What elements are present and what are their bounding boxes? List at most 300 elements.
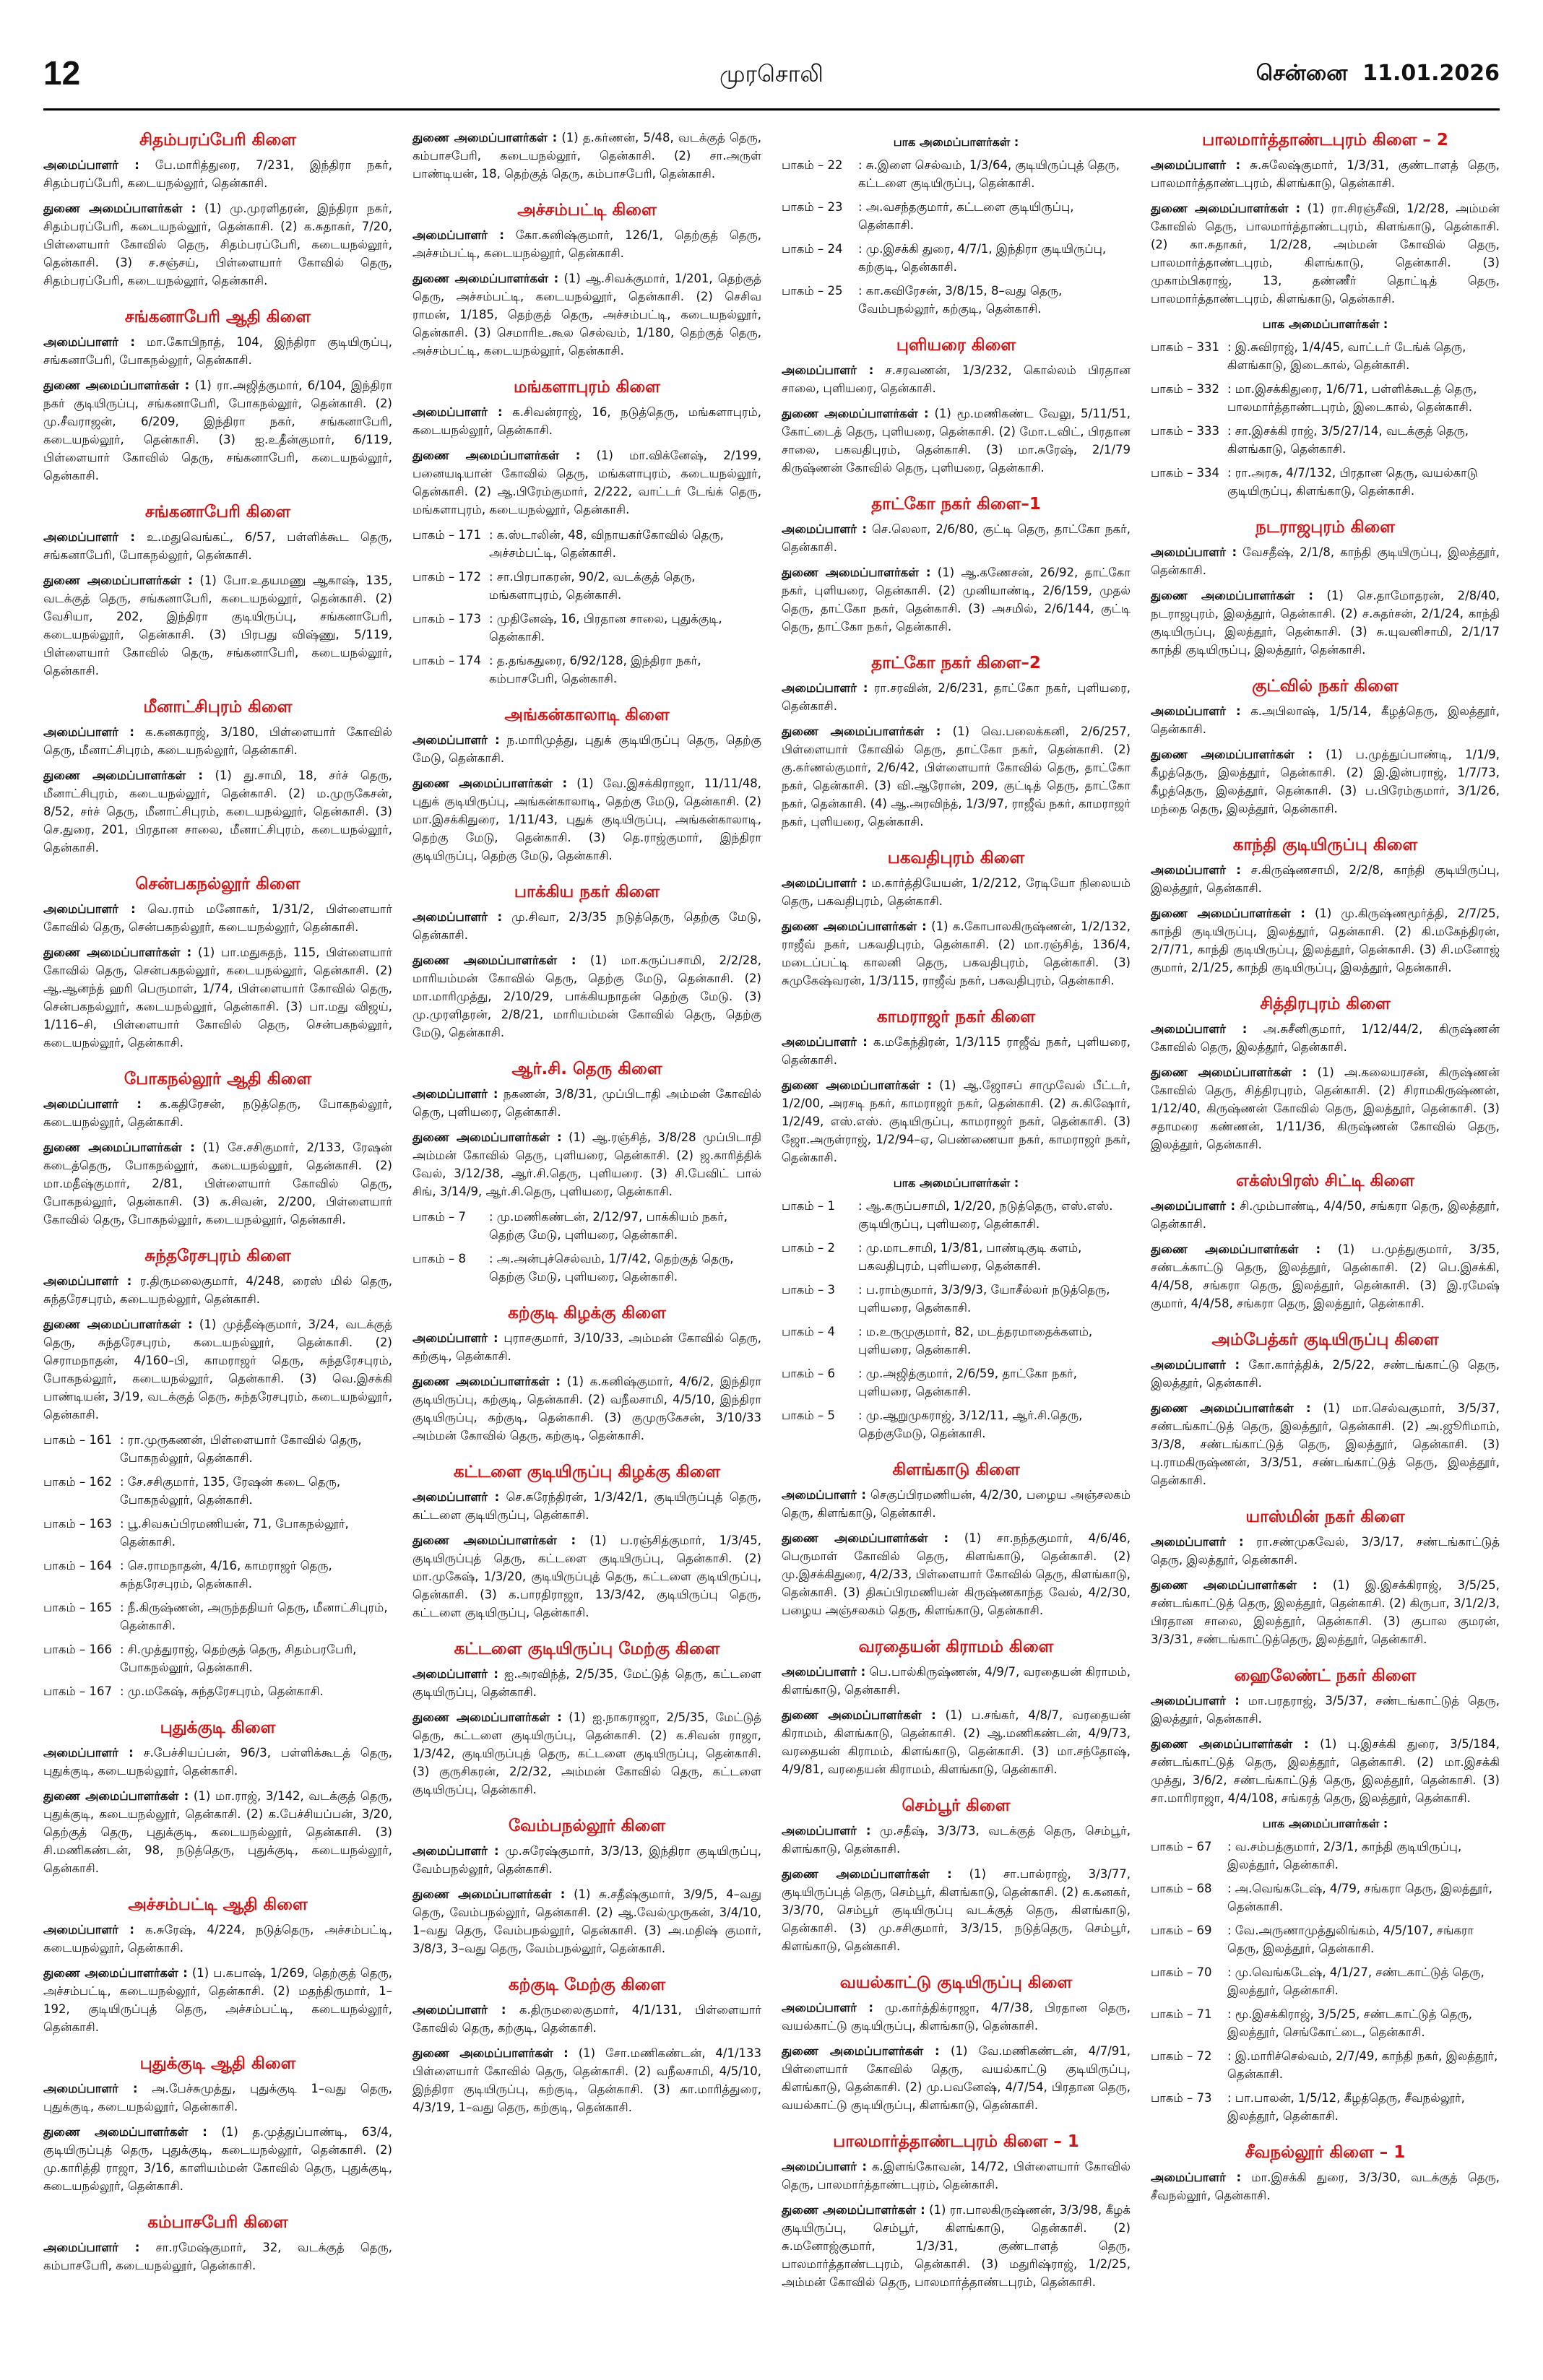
branch-title: கற்குடி மேற்கு கிளை: [508, 1976, 666, 1994]
branch-section: [43, 1245, 392, 1700]
organizer-label: அமைப்பாளர் :: [782, 363, 874, 377]
branch-section: [782, 1635, 1131, 1778]
ward-text: : மா.இசக்கிதுரை, 1/6/71, பள்ளிக்கூடத் தெரு, பாலமார்த்தாண்டபுரம், இடைகால், தென்காசி.: [1227, 382, 1477, 414]
branch-section: [1151, 1505, 1500, 1648]
deputy-text: (1) சா.நந்தகுமார், 4/6/46, பெருமாள் கோவில் தெரு, கிளங்காடு, தென்காசி. (2) மு.இசக்கிதுரை, 4/2/33, பிள்ளையார் கோவில் தெரு, கிளங்காடு, தென்காசி. (3) திசுப்பிரமணியன் கிருஷ்ணகாந்த வேல், 4/2/30, பழைய அஞ்சலகம் தெரு, கிளங்காடு, தென்காசி.: [782, 1531, 1131, 1617]
ward-number: பாகம் – 161: [43, 1433, 112, 1447]
ward-row: [782, 1281, 1131, 1317]
deputy-label: துணை அமைப்பாளர்கள் :: [412, 272, 559, 285]
ward-number: பாகம் – 7: [412, 1210, 466, 1224]
organizer-text: செகுப்பிரமணியன், 4/2/30, பழைய அஞ்சலகம் தெரு, கிளங்காடு, தென்காசி.: [782, 1488, 1131, 1520]
ward-text: : வே.அருணாமுத்துலிங்கம், 4/5/107, சங்கரா தெரு, இலத்தூர், தென்காசி.: [1227, 1924, 1474, 1955]
branch-title: வயல்காட்டு குடியிருப்பு கிளை: [839, 1973, 1073, 1992]
ward-number: பாகம் – 165: [43, 1601, 112, 1614]
branch-title: யாஸ்மின் நகர் கிளை: [1245, 1507, 1405, 1526]
deputy-label: துணை அமைப்பாளர்கள் :: [43, 945, 192, 959]
organizer-text: க.திருமலைகுமார், 4/1/131, பிள்ளையார் கோவில் தெரு, கற்குடி, தென்காசி.: [412, 2003, 761, 2035]
deputy-entry: [43, 199, 392, 290]
deputy-entry: [782, 404, 1131, 477]
ward-text: : முதினேஷ், 16, பிரதான சாலை, புதுக்குடி, தென்காசி.: [489, 612, 722, 644]
organizer-entry: [412, 226, 761, 262]
deputy-label: துணை அமைப்பாளர்கள் :: [782, 566, 931, 579]
branch-section: [1151, 1328, 1500, 1489]
branch-section: [43, 306, 392, 485]
organizer-entry: [43, 723, 392, 759]
organizer-entry: [1151, 1020, 1500, 1056]
organizer-entry: [782, 874, 1131, 910]
deputy-text: (1) சே.சசிகுமார், 2/133, ரேஷன் கடைத்தெரு, போகநல்லூர், கடையநல்லூர், தென்காசி. (2) மா.மதீஷ்குமார், 2/81, பிள்ளையார் கோவில் தெரு, போகநல்லூர், தென்காசி. (3) க.சிவன், 2/200, பிள்ளையார் கோவில் தெரு, போகநல்லூர், கடையநல்லூர், தென்காசி.: [43, 1141, 392, 1226]
deputy-label: துணை அமைப்பாளர்கள் :: [782, 919, 927, 933]
deputy-label: துணை அமைப்பாளர்கள் :: [1151, 1737, 1309, 1751]
branch-title: அங்கன்காலாடி கிளை: [504, 706, 670, 724]
deputy-text: (1) மா.ராஜ், 3/142, வடக்குத் தெரு, புதுக்குடி, கடையநல்லூர், தென்காசி. (2) க.பேச்சியப்பன், 3/20, தெற்குத் தெரு, புதுக்குடி, கடையநல்லூர், தென்காசி. (3) சி.மணிகண்டன், 98, நடுத்தெரு, புதுக்குடி, கடையநல்லூர், தென்காசி.: [43, 1789, 392, 1875]
ward-text: : கா.கவிரேசன், 3/8/15, 8–வது தெரு, வேம்பநல்லூர், கற்குடி, தென்காசி.: [858, 284, 1063, 316]
branch-section: [782, 1971, 1131, 2114]
ward-text: : மு.இசக்கி துரை, 4/7/1, இந்திரா குடியிருப்பு, கற்குடி, தென்காசி.: [858, 242, 1107, 274]
organizer-label: அமைப்பாளர் :: [412, 228, 504, 242]
ward-number: பாகம் – 24: [782, 242, 843, 256]
deputy-entry: [1151, 904, 1500, 977]
ward-text: : மூ.இசக்கிராஜ், 3/5/25, சண்டகாட்டுத் தெரு, இலத்தூர், செங்கோட்டை, தென்காசி.: [1227, 2007, 1472, 2039]
deputy-entry: [782, 2042, 1131, 2114]
deputy-entry: [412, 446, 761, 519]
ward-row: [782, 282, 1131, 318]
deputy-text: (1) மா.கருப்பசாமி, 2/2/28, மாரியம்மன் கோவில் தெரு, தெற்கு மேடு, தென்காசி. (2) மா.மாரிமுத்து, 2/10/29, பாக்கியநாதன் தெற்கு மேடு. (3) மு.முரளிதரன், 2/8/21, மாரியம்மன் கோவில் தெரு, தெற்கு மேடு, தென்காசி.: [412, 953, 761, 1039]
ward-text: : மு.மாடசாமி, 1/3/81, பாண்டிகுடி களம், பகவதிபுரம், புளியரை, தென்காசி.: [858, 1241, 1082, 1273]
ward-row: [782, 1364, 1131, 1401]
organizer-text: மு.சுரேஷ்குமார், 3/3/13, இந்திரா குடியிருப்பு, வேம்பநல்லூர், தென்காசி.: [412, 1844, 761, 1876]
branch-title: சித்திரபுரம் கிளை: [1260, 995, 1391, 1013]
branch-section: [1151, 1169, 1500, 1312]
column-3: [782, 129, 1131, 2360]
branch-section: [412, 1814, 761, 1957]
organizer-entry: [412, 1488, 761, 1524]
deputy-text: (1) மு.முரளிதரன், இந்திரா நகர், சிதம்பரப்பேரி, கடையநல்லூர், தென்காசி. (2) க.சுதாகர், 7/20, பிள்ளையார் கோவில் தெரு, சிதம்பரப்பேரி, கடையநல்லூர், தென்காசி. (3) ச.சஞ்சய், பிள்ளையார் கோவில் தெரு, சிதம்பரப்பேரி, கடையநல்லூர், தென்காசி.: [43, 202, 392, 287]
deputy-text: (1) ரா.சிரஞ்சீவி, 1/2/28, அம்மன் கோவில் தெரு, பாலமார்த்தாண்டபுரம், கிளங்காடு, தென்காசி. (2) கா.சுதாகர், 1/2/28, அம்மன் கோவில் தெரு, பாலமார்த்தாண்டபுரம், கிளங்காடு, தென்காசி. (3) முகாம்பிகராஜ், 13, தண்ணீர் தொட்டித் தெரு, பாலமார்த்தாண்டபுரம், கிளங்காடு, தென்காசி.: [1151, 202, 1500, 306]
ward-text: : க.ஸ்டாலின், 48, விநாயகர்கோவில் தெரு, அச்சம்பட்டி, தென்காசி.: [489, 528, 724, 560]
ward-number: பாகம் – 73: [1151, 2091, 1212, 2105]
organizer-label: அமைப்பாளர் :: [1151, 545, 1237, 559]
deputy-text: (1) ப.முத்துப்பாண்டி, 1/1/9, கீழத்தெரு, இலத்தூர், தென்காசி. (2) இ.இன்பராஜ், 1/7/73, கீழத்தெரு, இலத்தூர், தென்காசி. (3) ப.பிரேம்குமார், 3/1/26, மந்தை தெரு, இலத்தூர், தென்காசி.: [1151, 748, 1500, 815]
ward-number: பாகம் – 332: [1151, 382, 1219, 396]
ward-row: [1151, 2047, 1500, 2083]
ward-number: பாகம் – 333: [1151, 424, 1219, 438]
branch-section: [1151, 2141, 1500, 2204]
paper-name: முரசொலி: [719, 60, 824, 87]
organizer-entry: [1151, 1533, 1500, 1569]
branch-section: [782, 493, 1131, 636]
branch-section: [43, 2211, 392, 2275]
deputy-label: துணை அமைப்பாளர்கள் :: [43, 769, 203, 782]
ward-text: : மு.ஆறுமுகராஜ், 3/12/11, ஆர்.சி.தெரு, தெற்குமேடு, தென்காசி.: [858, 1408, 1083, 1440]
city: சென்னை: [1255, 61, 1348, 86]
deputy-entry: [1151, 199, 1500, 308]
deputy-entry: [412, 269, 761, 360]
ward-text: : செ.ராமநாதன், 4/16, காமராஜர் தெரு, சுந்தரேசபுரம், தென்காசி.: [120, 1559, 332, 1591]
deputy-text: (1) து.சாமி, 18, சர்ச் தெரு, மீனாட்சிபுரம், கடையநல்லூர், தென்காசி. (2) ம.முருகேசன், 8/52, சர்ச் தெரு, மீனாட்சிபுரம், கடையநல்லூர், தென்காசி. (3) செ.துரை, 201, பிரதான சாலை, மீனாட்சிபுரம், கடையநல்லூர், தென்காசி.: [43, 769, 392, 854]
ward-row: [1151, 464, 1500, 500]
page-number: 12: [43, 54, 81, 92]
organizer-text: நகணன், 3/8/31, முப்பிடாதி அம்மன் கோவில் தெரு, புளியரை, தென்காசி.: [412, 1087, 761, 1119]
ward-row: [1151, 1838, 1500, 1874]
organizer-text: மா.இசக்கி துரை, 3/3/30, வடக்குத் தெரு, சீவநல்லூர், தென்காசி.: [1151, 2171, 1500, 2202]
ward-row: [782, 156, 1131, 192]
ward-number: பாகம் – 171: [412, 528, 481, 542]
branch-title: அச்சம்பட்டி கிளை: [517, 201, 657, 220]
ward-heading: பாக அமைப்பாளர்கள் :: [1262, 1817, 1388, 1830]
branch-title: புளியரை கிளை: [896, 336, 1016, 355]
branch-title: புதுக்குடி கிளை: [160, 1718, 276, 1737]
deputy-entry: [412, 1708, 761, 1799]
ward-number: பாகம் – 331: [1151, 340, 1219, 354]
ward-number: பாகம் – 167: [43, 1684, 112, 1698]
ward-number: பாகம் – 23: [782, 200, 843, 214]
ward-row: [782, 1406, 1131, 1442]
deputy-label: துணை அமைப்பாளர்கள் :: [412, 131, 558, 144]
branch-section: [1151, 129, 1500, 500]
organizer-text: சு.சுலேஷ்குமார், 1/3/31, குண்டாளத் தெரு, பாலமார்த்தாண்டபுரம், கிளங்காடு, தென்காசி.: [1151, 158, 1500, 190]
ward-text: : ப.ராம்குமார், 3/3/9/3, யோசீல்லர் நடுத்தெரு, புளியரை, தென்காசி.: [858, 1283, 1110, 1315]
ward-row: [43, 1431, 392, 1467]
branch-title: காமராஜர் நகர் கிளை: [876, 1008, 1036, 1026]
deputy-text: (1) ப.ரஞ்சித்குமார், 1/3/45, குடியிருப்புத் தெரு, கட்டளை குடியிருப்பு, தென்காசி. (2) மா.முகேஷ், 1/3/20, குடியிருப்புத் தெரு, கட்டளை குடியிருப்பு, தென்காசி. (3) க.பாரதிராஜா, 13/3/42, குடியிருப்பு தெரு, கட்டளை குடியிருப்பு, தென்காசி.: [412, 1533, 761, 1619]
deputy-text: (1) மூ.மணிகண்ட வேலு, 5/11/51, கோட்டைத் தெரு, புளியரை, தென்காசி. (2) மோ.டவிட், பிரதான சாலை, பகவதிபுரம், தென்காசி. (3) மா.சுரேஷ், 2/1/79 கிருஷ்ணன் கோவில் தெரு, புளியரை, தென்காசி.: [782, 407, 1131, 475]
ward-row: [43, 1515, 392, 1551]
column-2: [412, 129, 761, 2360]
organizer-text: மு.சதீஷ், 3/3/73, வடக்குத் தெரு, செம்பூர், கிளங்காடு, தென்காசி.: [782, 1824, 1131, 1856]
organizer-entry: [1151, 702, 1500, 738]
deputy-entry: [782, 2201, 1131, 2291]
branch-section: [412, 1973, 761, 2116]
ward-row: [412, 1208, 761, 1244]
deputy-text: (1) ஐ.நாகராஜா, 2/5/35, மேட்டுத் தெரு, கட்டளை குடியிருப்பு, தென்காசி. (2) க.சிவன் ராஜா, 1/3/42, குடியிருப்புத் தெரு, கட்டளை குடியிருப்பு, தென்காசி. (3) குருசிகரன், 2/2/32, அம்மன் கோவில் தெரு, கட்டளை குடியிருப்பு, தென்காசி.: [412, 1710, 761, 1796]
organizer-entry: [782, 679, 1131, 715]
branch-title: பகவதிபுரம் கிளை: [887, 849, 1025, 867]
deputy-entry: [43, 571, 392, 680]
ward-row: [1151, 1879, 1500, 1916]
organizer-label: அமைப்பாளர் :: [782, 681, 868, 695]
ward-row: [43, 1598, 392, 1635]
ward-text: : ம.உருமுகுமார், 82, மடத்தரமாதைக்களம், புளியரை, தென்காசி.: [858, 1325, 1093, 1356]
deputy-entry: [43, 2123, 392, 2195]
branch-section: [412, 129, 761, 183]
deputy-text: (1) அ.கலையரசன், கிருஷ்ணன் கோவில் தெரு, சித்திரபுரம், தென்காசி. (2) சிராமகிருஷ்ணன், 1/12/40, கிருஷ்ணன் கோவில் தெரு, இலத்தூர், தென்காசி. (3) சதாமரை கண்ணன், 1/11/36, கிருஷ்ணன் கோவில் தெரு, இலத்தூர், தென்காசி.: [1151, 1065, 1500, 1151]
ward-row: [1151, 2005, 1500, 2041]
organizer-label: அமைப்பாளர் :: [1151, 1022, 1248, 1036]
organizer-entry: [1151, 1692, 1500, 1728]
organizer-entry: [1151, 1356, 1500, 1392]
organizer-text: சா.ரமேஷ்குமார், 32, வடக்குத் தெரு, கம்பாசபேரி, கடையநல்லூர், தென்காசி.: [43, 2241, 392, 2272]
ward-number: பாகம் – 67: [1151, 1840, 1212, 1853]
branch-title: வேம்பநல்லூர் கிளை: [508, 1817, 666, 1835]
ward-text: : வ.சம்பத்குமார், 2/3/1, காந்தி குடியிருப்பு, இலத்தூர், தென்காசி.: [1227, 1840, 1462, 1871]
branch-section: [1151, 516, 1500, 659]
organizer-text: ர.திருமலைகுமார், 4/248, ரைஸ் மில் தெரு, சுந்தரேசபுரம், கடையநல்லூர், தென்காசி.: [43, 1274, 392, 1306]
deputy-label: துணை அமைப்பாளர்கள் :: [782, 1867, 952, 1881]
organizer-entry: [43, 156, 392, 192]
branch-section: [782, 847, 1131, 990]
deputy-entry: [43, 766, 392, 857]
ward-number: பாகம் – 162: [43, 1475, 112, 1489]
deputy-text: (1) பா.மதுசுதந், 115, பிள்ளையார் கோவில் தெரு, சென்பகநல்லூர், கடையநல்லூர், தென்காசி. (2) ஆ.ஆனந்த் ஹரி பெருமாள், 1/74, பிள்ளையார் கோவில் தெரு, சென்பகநல்லூர், கடையநல்லூர், தென்காசி. (3) பா.மது விஜய், 1/116–சி, பிள்ளையார் கோவில் தெரு, சென்பகநல்லூர், கடையநல்லூர், தென்காசி.: [43, 945, 392, 1050]
organizer-text: க.அபிலாஷ், 1/5/14, கீழத்தெரு, இலத்தூர், தென்காசி.: [1151, 704, 1500, 736]
branch-section: [43, 501, 392, 680]
ward-text: : ஆ.கருப்பசாமி, 1/2/20, நடுத்தெரு, எஸ்.எஸ். குடியிருப்பு, புளியரை, தென்காசி.: [858, 1199, 1113, 1231]
deputy-entry: [412, 1372, 761, 1445]
branch-title: நடராஜபுரம் கிளை: [1255, 518, 1396, 537]
organizer-label: அமைப்பாளர் :: [1151, 704, 1241, 718]
deputy-text: (1) க.கோபாலகிருஷ்ணன், 1/2/132, ராஜீவ் நகர், பகவதிபுரம், தென்காசி. (2) மா.ரஞ்சித், 136/4, மடைப்பட்டி காலனி தெரு, பகவதிபுரம், தென்காசி. (3) சுமுகேஷ்வரன், 1/3/115, ராஜீவ் நகர், பகவதிபுரம், தென்காசி.: [782, 919, 1131, 987]
ward-number: பாகம் – 164: [43, 1559, 112, 1572]
organizer-entry: [43, 1921, 392, 1957]
organizer-entry: [1151, 2168, 1500, 2204]
deputy-text: (1) ப.சங்கர், 4/8/7, வரதையன் கிராமம், கிளங்காடு, தென்காசி. (2) ஆ.மணிகண்டன், 4/9/73, வரதையன் கிராமம், கிளங்காடு, தென்காசி. (3) மா.சந்தோஷ், 4/9/81, வரதையன் கிராமம், கிளங்காடு, தென்காசி.: [782, 1708, 1131, 1776]
ward-text: : சா.இசக்கி ராஜ், 3/5/27/14, வடக்குத் தெரு, கிளங்காடு, தென்காசி.: [1227, 424, 1469, 456]
deputy-label: துணை அமைப்பாளர்கள் :: [1151, 202, 1301, 215]
ward-heading: பாக அமைப்பாளர்கள் :: [893, 135, 1019, 149]
organizer-label: அமைப்பாளர் :: [782, 1665, 866, 1679]
masthead: [43, 0, 1500, 111]
organizer-entry: [43, 2080, 392, 2116]
organizer-label: அமைப்பாளர் :: [1151, 1535, 1244, 1549]
organizer-text: வேசதீஷ், 2/1/8, காந்தி குடியிருப்பு, இலத்தூர், தென்காசி.: [1151, 545, 1500, 577]
organizer-entry: [782, 520, 1131, 556]
organizer-text: மு.கார்த்திக்ராஜா, 4/7/38, பிரதான தெரு, வயல்காட்டு குடியிருப்பு, கிளங்காடு, தென்காசி.: [782, 2001, 1131, 2033]
organizer-text: க.கனகராஜ், 3/180, பிள்ளையார் கோவில் தெரு, மீனாட்சிபுரம், கடையநல்லூர், தென்காசி.: [43, 725, 392, 757]
ward-row: [782, 1197, 1131, 1233]
branch-section: [412, 376, 761, 688]
organizer-text: அ.பேச்சுமுத்து, புதுக்குடி 1–வது தெரு, புதுக்குடி, கடையநல்லூர், தென்காசி.: [43, 2082, 392, 2113]
branch-section: [782, 652, 1131, 831]
ward-text: : த.தங்கதுரை, 6/92/128, இந்திரா நகர், கம்பாசபேரி, தென்காசி.: [489, 654, 701, 685]
ward-row: [782, 1323, 1131, 1359]
organizer-label: அமைப்பாளர் :: [43, 2082, 138, 2095]
ward-number: பாகம் – 3: [782, 1283, 835, 1297]
branch-title: கம்பாசபேரி கிளை: [147, 2213, 288, 2232]
organizer-entry: [782, 1663, 1131, 1699]
deputy-text: (1) சோ.மணிகண்டன், 4/1/133 பிள்ளையார் கோவில் தெரு, தென்காசி. (2) வநீலசாமி, 4/5/10, இந்திரா குடியிருப்பு, கற்குடி, தென்காசி. (3) கா.மாரித்துரை, 4/3/19, 1–வது தெரு, கற்குடி, தென்காசி.: [412, 2046, 761, 2114]
organizer-text: வெ.ராம் மனோகர், 1/31/2, பிள்ளையார் கோவில் தெரு, சென்பகநல்லூர், கடையநல்லூர், தென்காசி.: [43, 902, 392, 934]
branch-title: பாலமார்த்தாண்டபுரம் கிளை – 1: [833, 2132, 1079, 2151]
ward-heading: பாக அமைப்பாளர்கள் :: [1262, 317, 1388, 331]
organizer-entry: [412, 1329, 761, 1365]
date: 11.01.2026: [1362, 61, 1500, 86]
organizer-text: சி.மும்பாண்டி, 4/4/50, சங்கரா தெரு, இலத்தூர், தென்காசி.: [1151, 1199, 1500, 1231]
ward-number: பாகம் – 163: [43, 1517, 112, 1531]
deputy-label: துணை அமைப்பாளர்கள் :: [43, 202, 196, 215]
deputy-text: (1) செ.தாமோதரன், 2/8/40, நடராஜபுரம், இலத்தூர், தென்காசி. (2) ச.சுதர்சன், 2/1/24, காந்தி குடியிருப்பு, இலத்தூர், தென்காசி. (3) சு.யுவனிசாமி, 2/1/17 காந்தி குடியிருப்பு, இலத்தூர், தென்காசி.: [1151, 589, 1500, 657]
deputy-text: (1) ரா.பாலகிருஷ்ணன், 3/3/98, கீழக் குடியிருப்பு, செம்பூர், கிளங்காடு, தென்காசி. (2) சு.மனோஜ்குமார், 1/3/31, குண்டாளத் தெரு, பாலமார்த்தாண்டபுரம், தென்காசி. (3) மதுரிஷ்ராஜ், 1/2/25, அம்மன் கோவில் தெரு, பாலமார்த்தாண்டபுரம், தென்காசி.: [782, 2203, 1131, 2289]
organizer-text: புராசகுமார், 3/10/33, அம்மன் கோவில் தெரு, கற்குடி, தென்காசி.: [412, 1331, 761, 1363]
organizer-text: ச.பேச்சியப்பன், 96/3, பள்ளிக்கூடத் தெரு, புதுக்குடி, கடையநல்லூர், தென்காசி.: [43, 1746, 392, 1778]
deputy-entry: [412, 1885, 761, 1957]
deputy-entry: [1151, 1399, 1500, 1489]
ward-text: : பூ.சிவசுப்பிரமணியன், 71, போகநல்லூர், தென்காசி.: [120, 1517, 349, 1549]
deputy-label: துணை அமைப்பாளர்கள் :: [412, 2046, 569, 2060]
deputy-text: (1) மா.விக்னேஷ், 2/199, பனையடியான் கோவில் தெரு, மங்களாபுரம், கடையநல்லூர், தென்காசி. (2) ஆ.பிரேம்குமார், 2/222, வாட்டர் டேங்க் தெரு, மங்களாபுரம், கடையநல்லூர், தென்காசி.: [412, 449, 761, 516]
ward-number: பாகம் – 1: [782, 1199, 835, 1213]
organizer-label: அமைப்பாளர் :: [782, 1824, 871, 1838]
organizer-label: அமைப்பாளர் :: [412, 1667, 498, 1681]
organizer-label: அமைப்பாளர் :: [412, 2003, 506, 2017]
branch-title: கட்டளை குடியிருப்பு மேற்கு கிளை: [454, 1640, 720, 1658]
deputy-label: துணை அமைப்பாளர்கள் :: [43, 574, 193, 587]
branch-title: தாட்கோ நகர் கிளை–1: [871, 495, 1041, 514]
organizer-text: ரா.சண்முகவேல், 3/3/17, சண்டங்காட்டுத் தெரு, இலத்தூர், தென்காசி.: [1151, 1535, 1500, 1567]
deputy-entry: [43, 1315, 392, 1424]
organizer-text: க.சுரேஷ், 4/224, நடுத்தெரு, அச்சம்பட்டி, கடையநல்லூர், தென்காசி.: [43, 1923, 392, 1955]
organizer-text: மா.கோபிநாத், 104, இந்திரா குடியிருப்பு, சங்கனாபேரி, போகநல்லூர், தென்காசி.: [43, 335, 392, 367]
organizer-label: அமைப்பாளர் :: [782, 2001, 873, 2015]
organizer-label: அமைப்பாளர் :: [43, 1923, 134, 1937]
ward-number: பாகம் – 6: [782, 1367, 835, 1380]
branch-section: [782, 334, 1131, 477]
ward-number: பாகம் – 172: [412, 570, 481, 584]
organizer-entry: [782, 1999, 1131, 2035]
deputy-entry: [1151, 1063, 1500, 1154]
branch-title: மங்களாபுரம் கிளை: [513, 378, 660, 397]
organizer-label: அமைப்பாளர் :: [43, 1097, 142, 1111]
ward-row: [1151, 1921, 1500, 1957]
deputy-entry: [782, 563, 1131, 636]
branch-title: ஆர்.சி. தெரு கிளை: [511, 1060, 662, 1078]
ward-heading: பாக அமைப்பாளர்கள் :: [893, 1176, 1019, 1190]
ward-row: [1151, 1963, 1500, 1999]
organizer-entry: [43, 1272, 392, 1308]
organizer-label: அமைப்பாளர் :: [43, 335, 135, 349]
ward-row: [43, 1640, 392, 1676]
deputy-text: (1) மா.செல்வகுமார், 3/5/37, சண்டங்காட்டுத் தெரு, இலத்தூர், தென்காசி. (2) அ.ஜூரிமாம், 3/3/8, சண்டங்காட்டுத் தெரு, இலத்தூர், தென்காசி. (3) பு.ராமகிருஷ்ணன், 3/3/51, சண்டங்காட்டுத் தெரு, இலத்தூர், தென்காசி.: [1151, 1401, 1500, 1487]
organizer-label: அமைப்பாளர் :: [782, 876, 867, 890]
deputy-label: துணை அமைப்பாளர்கள் :: [782, 724, 941, 738]
branch-title: புதுக்குடி ஆதி கிளை: [139, 2054, 296, 2073]
organizer-text: உ.மதுவெங்கட், 6/57, பள்ளிக்கூட தெரு, சங்கனாபேரி, போகநல்லூர், தென்காசி.: [43, 530, 392, 562]
deputy-label: துணை அமைப்பாளர்கள் :: [782, 1078, 933, 1092]
organizer-text: பெ.பால்கிருஷ்ணன், 4/9/7, வரதையன் கிராமம், கிளங்காடு, தென்காசி.: [782, 1665, 1131, 1697]
deputy-entry: [1151, 745, 1500, 818]
deputy-entry: [1151, 587, 1500, 659]
ward-number: பாகம் – 2: [782, 1241, 835, 1255]
ward-row: [782, 1239, 1131, 1275]
branch-section: [412, 1461, 761, 1622]
deputy-label: துணை அமைப்பாளர்கள் :: [412, 953, 576, 967]
deputy-entry: [1151, 1576, 1500, 1648]
organizer-entry: [1151, 861, 1500, 897]
ward-row: [782, 198, 1131, 234]
ward-row: [43, 1682, 392, 1700]
ward-text: : மு.வெங்கடேஷ், 4/1/27, சண்டகாட்டுத் தெரு, இலத்தூர், தென்காசி.: [1227, 1965, 1484, 1997]
deputy-text: (1) க.கனிஷ்குமார், 4/6/2, இந்திரா குடியிருப்பு, கற்குடி, தென்காசி. (2) வநீலசாமி, 4/5/10, இந்திரா குடியிருப்பு, கற்குடி, தென்காசி. (3) குமுருகேசன், 3/10/33 அம்மன் கோவில் தெரு, கற்குடி, தென்காசி.: [412, 1375, 761, 1442]
organizer-entry: [43, 1095, 392, 1131]
deputy-label: துணை அமைப்பாளர்கள் :: [412, 1710, 562, 1724]
branch-section: [412, 1637, 761, 1799]
branch-title: தாட்கோ நகர் கிளை–2: [871, 654, 1041, 672]
ward-text: : பா.பாலன், 1/5/12, கீழத்தெரு, சீவநல்லூர், இலத்தூர், தென்காசி.: [1227, 2091, 1465, 2123]
organizer-text: ஐ.அரவிந்த், 2/5/35, மேட்டுத் தெரு, கட்டளை குடியிருப்பு, தென்காசி.: [412, 1667, 761, 1699]
organizer-entry: [1151, 1197, 1500, 1233]
organizer-label: அமைப்பாளர் :: [43, 902, 136, 916]
deputy-text: (1) ரா.அஜித்குமார், 6/104, இந்திரா நகர் குடியிருப்பு, சங்கனாபேரி, போகநல்லூர், தென்காசி. (2) மு.சீவராஜன், 6/209, இந்திரா நகர், சங்கனாபேரி, கடையநல்லூர், தென்காசி. (3) ஐ.உதீன்குமார், 6/119, பிள்ளையார் கோவில் தெரு, சங்கனாபேரி, கடையநல்லூர், தென்காசி.: [43, 378, 392, 483]
ward-text: : அ.வெங்கடேஷ், 4/79, சங்கரா தெரு, இலத்தூர், தென்காசி.: [1227, 1882, 1493, 1913]
organizer-label: அமைப்பாளர் :: [782, 1035, 868, 1049]
branch-section: [43, 1893, 392, 2036]
organizer-text: அ.சுசீனிகுமார், 1/12/44/2, கிருஷ்ணன் கோவில் தெரு, இலத்தூர், தென்காசி.: [1151, 1022, 1500, 1054]
deputy-entry: [412, 1128, 761, 1200]
branch-title: குட்வில் நகர் கிளை: [1252, 677, 1399, 696]
ward-number: பாகம் – 173: [412, 612, 481, 626]
branch-section: [412, 1302, 761, 1445]
deputy-label: துணை அமைப்பாளர்கள் :: [412, 776, 568, 790]
ward-text: : சு.இளை செல்வம், 1/3/64, குடியிருப்புத் தெரு, கட்டளை குடியிருப்பு, தென்காசி.: [858, 158, 1120, 190]
deputy-text: (1) வே.இசக்கிராஜா, 11/11/48, புதுக் குடியிருப்பு, அங்கன்காலாடி, தெற்கு மேடு, தென்காசி. (2) மா.இசக்கிதுரை, 1/11/43, புதுக் குடியிருப்பு, அங்கன்காலாடி, தெற்கு மேடு, தென்காசி. (3) தெ.ராஜ்குமார், இந்திரா குடியிருப்பு, தெற்கு மேடு, தென்காசி.: [412, 776, 761, 862]
deputy-entry: [43, 943, 392, 1052]
branch-section: [782, 1005, 1131, 1442]
ward-text: : ரா.அரசு, 4/7/132, பிரதான தெரு, வயல்காடு குடியிருப்பு, கிளங்காடு, தென்காசி.: [1227, 466, 1478, 498]
deputy-label: துணை அமைப்பாளர்கள் :: [43, 1317, 193, 1331]
deputy-text: (1) வெ.பலைக்கனி, 2/6/257, பிள்ளையார் கோவில் தெரு, தாட்கோ நகர், தென்காசி. (2) கு.கர்ணல்குமார், 2/6/42, பிள்ளையார் கோவில் தெரு, தாட்கோ நகர், தென்காசி. (3) வி.ஆரோன், 209, குட்டித் தெரு, தாட்கோ நகர், தென்காசி. (4) ஆ.அரவிந்த், 1/3/97, ராஜீவ் நகர், காமராஜர் நகர், புளியரை, தென்காசி.: [782, 724, 1131, 828]
organizer-label: அமைப்பாளர் :: [1151, 863, 1241, 877]
organizer-label: அமைப்பாளர் :: [782, 2160, 867, 2173]
branch-title: சென்பகநல்லூர் கிளை: [135, 875, 301, 893]
branch-title: சிதம்பரப்பேரி கிளை: [139, 131, 296, 150]
deputy-entry: [1151, 1735, 1500, 1807]
organizer-label: அமைப்பாளர் :: [43, 158, 139, 172]
deputy-label: துணை அமைப்பாளர்கள் :: [43, 2125, 207, 2139]
organizer-text: கோ.கார்த்திக், 2/5/22, சண்டங்காட்டு தெரு, இலத்தூர், தென்காசி.: [1151, 1358, 1500, 1390]
organizer-label: அமைப்பாளர் :: [782, 522, 868, 536]
branch-title: அம்பேத்கர் குடியிருப்பு கிளை: [1211, 1330, 1439, 1349]
branch-title: கட்டளை குடியிருப்பு கிழக்கு கிளை: [453, 1463, 721, 1481]
deputy-label: துணை அமைப்பாளர்கள் :: [1151, 906, 1305, 920]
deputy-label: துணை அமைப்பாளர்கள் :: [782, 1708, 936, 1722]
ward-number: பாகம் – 72: [1151, 2049, 1212, 2063]
ward-row: [412, 568, 761, 604]
branch-section: [1151, 1664, 1500, 2125]
branch-section: [782, 1794, 1131, 1955]
organizer-entry: [43, 1744, 392, 1780]
ward-number: பாகம் – 22: [782, 158, 843, 172]
organizer-label: அமைப்பாளர் :: [43, 1746, 134, 1760]
deputy-text: (1) ப.கபாஷ், 1/269, தெற்குத் தெரு, அச்சம்பட்டி, கடையநல்லூர், தென்காசி. (2) மதந்திருமார், 1–192, குடியிருப்புத் தெரு, அச்சம்பட்டி, கடையநல்லூர், தென்காசி.: [43, 1966, 392, 2034]
branch-title: சுந்தரேசபுரம் கிளை: [144, 1247, 291, 1265]
organizer-label: அமைப்பாளர் :: [412, 733, 500, 747]
deputy-label: துணை அமைப்பாளர்கள் :: [412, 1533, 576, 1547]
deputy-entry: [43, 1964, 392, 2036]
deputy-entry: [1151, 1240, 1500, 1312]
branch-section: [782, 1458, 1131, 1619]
deputy-label: துணை அமைப்பாளர்கள் :: [782, 2203, 925, 2217]
deputy-label: துணை அமைப்பாளர்கள் :: [43, 1141, 195, 1154]
organizer-text: ம.கார்த்தியேயன், 1/2/212, ரேடியோ நிலையம் தெரு, பகவதிபுரம், தென்காசி.: [782, 876, 1131, 908]
organizer-entry: [412, 908, 761, 944]
deputy-label: துணை அமைப்பாளர்கள் :: [1151, 1578, 1318, 1592]
branch-title: போகநல்லூர் ஆதி கிளை: [124, 1070, 312, 1089]
deputy-label: துணை அமைப்பாளர்கள் :: [43, 1966, 188, 1980]
ward-row: [1151, 338, 1500, 374]
ward-text: : இ.மாரிச்செல்வம், 2/7/49, காந்தி நகர், இலத்தூர், தென்காசி.: [1227, 2049, 1498, 2081]
ward-text: : அ.வசந்தகுமார், கட்டளை குடியிருப்பு, தென்காசி.: [858, 200, 1074, 232]
deputy-entry: [412, 951, 761, 1042]
organizer-text: ரா.சரவின், 2/6/231, தாட்கோ நகர், புளியரை, தென்காசி.: [782, 681, 1131, 713]
ward-row: [412, 526, 761, 562]
deputy-entry: [782, 722, 1131, 831]
organizer-text: கோ.கனிஷ்குமார், 126/1, தெற்குத் தெரு, அச்சம்பட்டி, கடையநல்லூர், தென்காசி.: [412, 228, 761, 260]
deputy-label: துணை அமைப்பாளர்கள் :: [782, 1531, 949, 1545]
organizer-label: அமைப்பாளர் :: [1151, 158, 1241, 172]
deputy-label: துணை அமைப்பாளர்கள் :: [412, 1887, 566, 1901]
deputy-text: (1) ஆ.சிவக்குமார், 1/201, தெற்குத் தெரு, அச்சம்பட்டி, கடையநல்லூர், தென்காசி. (2) செசிவ ராமன், 1/185, தெற்குத் தெரு, அச்சம்பட்டி, கடையநல்லூர், தென்காசி. (3) செமாரிஉ.கூல செல்வம், 1/180, தெற்குத் தெரு, அச்சம்பட்டி, கடையநல்லூர், தென்காசி.: [412, 272, 761, 358]
ward-number: பாகம் – 71: [1151, 2007, 1212, 2021]
